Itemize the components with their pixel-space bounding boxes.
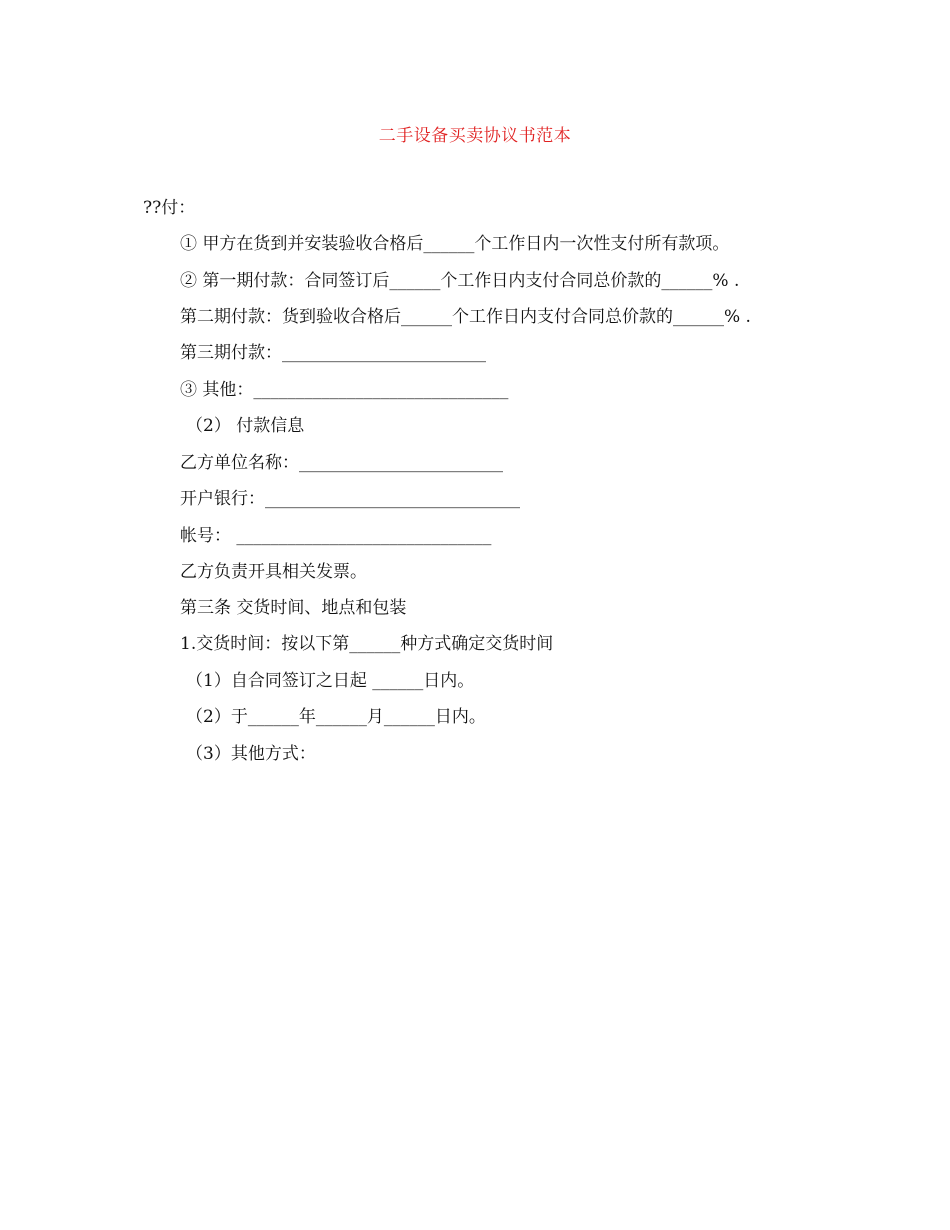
invoice-note: 乙方负责开具相关发票。 bbox=[180, 562, 367, 582]
delivery-time: 1.交货时间：按以下第______种方式确定交货时间 bbox=[180, 634, 554, 654]
document-title: 二手设备买卖协议书范本 bbox=[378, 126, 572, 146]
payment-info-heading: （2） 付款信息 bbox=[186, 416, 305, 436]
party-b-company-name: 乙方单位名称：________________________ bbox=[180, 453, 503, 473]
payment-option-3: ③ 其他：______________________________ bbox=[180, 380, 509, 400]
delivery-option-3: （3）其他方式： bbox=[186, 744, 316, 764]
article-3-heading: 第三条 交货时间、地点和包装 bbox=[180, 598, 407, 618]
payment-option-2-third: 第三期付款：________________________ bbox=[180, 343, 486, 363]
delivery-option-2: （2）于______年______月______日内。 bbox=[186, 707, 486, 727]
bank-name: 开户银行：______________________________ bbox=[180, 489, 520, 509]
delivery-option-1: （1）自合同签订之日起 ______日内。 bbox=[186, 671, 475, 691]
payment-option-1: ① 甲方在货到并安装验收合格后______个工作日内一次性支付所有款项。 bbox=[180, 234, 730, 254]
section-heading-payment: ??付： bbox=[143, 198, 196, 218]
payment-option-2-first: ② 第一期付款：合同签订后______个工作日内支付合同总价款的______% . bbox=[180, 271, 740, 291]
account-number: 帐号： ______________________________ bbox=[180, 526, 492, 546]
payment-option-2-second: 第二期付款：货到验收合格后______个工作日内支付合同总价款的______% . bbox=[180, 307, 751, 327]
